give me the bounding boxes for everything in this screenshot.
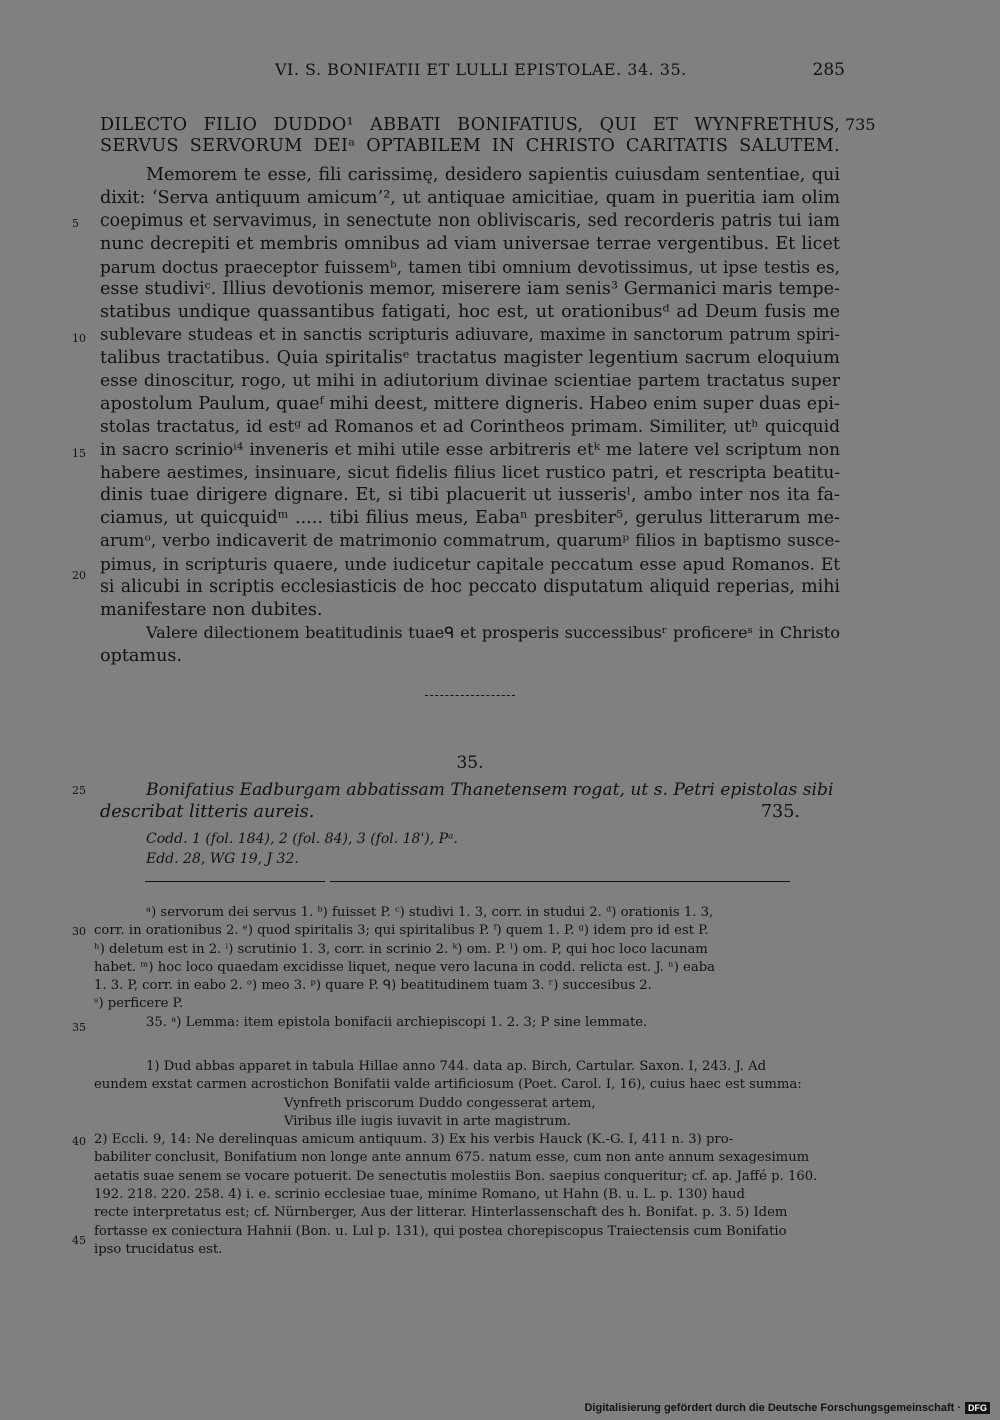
- apparatus-line: ᵃ) servorum dei servus 1. ᵇ) fuisset P. ᶜ) studivi 1. 3, corr. in studui 2. ᵈ) orationis 1. 3,: [146, 905, 714, 920]
- apparatus-line: habet. ᵐ) hoc loco quaedam excidisse liquet, neque vero lacuna in codd. relicta est. J. ⁿ) eaba: [94, 959, 716, 975]
- editions-line: Edd. 28, WG 19, J 32.: [146, 851, 299, 867]
- body-line: dinis tuae dirigere dignare. Et, si tibi placuerit ut iusserisˡ, ambo inter nos ita fa-: [100, 485, 840, 506]
- body-line: Valere dilectionem beatitudinis tuaeᑫ et prosperis successibusʳ proficereˢ in Christo: [146, 622, 840, 642]
- dfg-logo: DFG: [965, 1402, 990, 1414]
- footnote-line: Vynfreth priscorum Duddo congesserat artem,: [284, 1095, 596, 1111]
- body-line: talibus tractatibus. Quia spiritalisᵉ tractatus magister legentium sacrum eloquium: [100, 348, 840, 369]
- letter-body: [100, 164, 840, 668]
- section-separator: [425, 695, 515, 698]
- body-line: dixit: ‘Serva antiquum amicum’², ut antiquae amicitiae, quam in pueritia iam olim: [100, 187, 840, 208]
- body-line: sublevare studeas et in sanctis scripturis adiuvare, maxime in sanctorum patrum spiri-: [100, 325, 840, 345]
- footnote-line: 2) Eccli. 9, 14: Ne derelinquas amicum antiquum. 3) Ex his verbis Hauck (K.-G. I, 411 n. 3) pro-: [94, 1132, 734, 1148]
- body-line: esse dinoscitur, rogo, ut mihi in adiutorium divinae scientiae partem tractatus super: [100, 371, 840, 392]
- footnote-line: aetatis suae senem se vocare potuerit. De senectutis molestiis Bon. saepius conqueritur; cf. ap. Jaffé p. 160.: [94, 1168, 818, 1184]
- letter-number: 35.: [456, 753, 484, 773]
- body-line: pimus, in scripturis quaere, unde iudicetur capitale peccatum esse apud Romanos. Et: [100, 554, 840, 575]
- body-line: habere aestimes, insinuare, sicut fidelis filius licet rustico patri, et rescripta beatitu-: [100, 462, 840, 483]
- footnote-line: ipso trucidatus est.: [94, 1241, 223, 1257]
- critical-apparatus: [94, 904, 839, 1032]
- line-number: 45: [72, 1234, 86, 1247]
- address-line: SERVUS SERVORUM DEIᵃ OPTABILEM IN CHRISTO CARITATIS SALUTEM.: [100, 136, 840, 156]
- body-line: ciamus, ut quicquidᵐ ..... tibi filius meus, Eabaⁿ presbiter⁵, gerulus litterarum me-: [100, 508, 840, 529]
- apparatus-line: corr. in orationibus 2. ᵉ) quod spiritalis 3; qui spiritalibus P. ᶠ) quem 1. P. ᵍ) idem pro id est P.: [94, 923, 709, 939]
- footnote-line: Viribus ille iugis iuvavit in arte magistrum.: [284, 1113, 572, 1129]
- dfg-notice-text: Digitalisierung gefördert durch die Deutsche Forschungsgemeinschaft ·: [584, 1402, 961, 1414]
- dfg-notice: [584, 1402, 990, 1414]
- letter-summary: [100, 779, 840, 823]
- line-number: 25: [72, 784, 86, 797]
- apparatus-line: ˢ) perficere P.: [94, 996, 184, 1012]
- footnote-line: 192. 218. 220. 258. 4) i. e. scrinio ecclesiae tuae, minime Romano, ut Hahn (B. u. L. p. 130) haud: [94, 1187, 745, 1203]
- body-line: si alicubi in scriptis ecclesiasticis de hoc peccato disputatum aliquid reperias, mihi: [100, 577, 840, 598]
- line-number: 15: [72, 447, 86, 460]
- body-line: esse studiviᶜ. Illius devotionis memor, miserere iam senis³ Germanici maris tempe-: [100, 279, 840, 300]
- address-line: DILECTO FILIO DUDDO¹ ABBATI BONIFATIUS, QUI ET WYNFRETHUS,: [100, 115, 840, 135]
- line-number: 10: [72, 332, 86, 345]
- footnote-line: babiliter conclusit, Bonifatium non longe ante annum 675. natum esse, cum non ante annum sexagesimum: [94, 1150, 810, 1166]
- apparatus-line: 1. 3. P, corr. in eabo 2. ᵒ) meo 3. ᵖ) quare P. ᑫ) beatitudinem tuam 3. ʳ) succesibus 2.: [94, 978, 652, 994]
- line-number: 40: [72, 1135, 86, 1148]
- body-line: apostolum Paulum, quaeᶠ mihi deest, mittere digneris. Habeo enim super duas epi-: [100, 393, 840, 414]
- apparatus-line: 35. ᵃ) Lemma: item epistola bonifacii archiepiscopi 1. 2. 3; P sine lemmate.: [146, 1014, 648, 1030]
- footnote-line: eundem exstat carmen acrostichon Bonifatii valde artificiosum (Poet. Carol. I, 16), cuius haec est summa:: [94, 1077, 802, 1093]
- line-number: 30: [72, 925, 86, 938]
- body-line: stolas tractatus, id estᵍ ad Romanos et ad Corintheos primam. Similiter, utʰ quicquid: [100, 416, 840, 437]
- margin-year: 735: [845, 115, 876, 134]
- body-line: manifestare non dubites.: [100, 599, 323, 620]
- body-line: coepimus et servavimus, in senectute non obliviscaris, sed recorderis patris tui iam: [100, 210, 840, 231]
- apparatus-rule: [330, 881, 790, 882]
- footnote-line: 1) Dud abbas apparet in tabula Hillae anno 744. data ap. Birch, Cartular. Saxon. I, 243. J. Ad: [146, 1059, 767, 1074]
- body-line: nunc decrepiti et membris omnibus ad viam universae terrae vergentibus. Et licet: [100, 233, 840, 254]
- footnote-line: fortasse ex coniectura Hahnii (Bon. u. Lul p. 131), qui postea chorepiscopus Traiectensis cum Bonifatio: [94, 1223, 787, 1239]
- line-number: 20: [72, 569, 86, 582]
- body-line: in sacro scrinioⁱ⁴ inveneris et mihi utile esse arbitreris etᵏ me latere vel scriptum non: [100, 439, 840, 460]
- body-line: arumᵒ, verbo indicaverit de matrimonio commatrum, quarumᵖ filios in baptismo susce-: [100, 531, 840, 551]
- line-number: 35: [72, 1021, 86, 1034]
- line-number: 5: [72, 217, 79, 230]
- body-line: Memorem te esse, fili carissimę, desidero sapientis cuiusdam sententiae, qui: [146, 165, 840, 185]
- letter-address: [100, 115, 840, 157]
- apparatus-line: ʰ) deletum est in 2. ⁱ) scrutinio 1. 3, corr. in scrinio 2. ᵏ) om. P. ˡ) om. P, qui hoc loco lacunam: [94, 941, 708, 957]
- body-line: optamus.: [100, 645, 183, 666]
- summary-line: Bonifatius Eadburgam abbatissam Thanetensem rogat, ut s. Petri epistolas sibi: [146, 780, 834, 800]
- body-line: parum doctus praeceptor fuissemᵇ, tamen tibi omnium devotissimus, ut ipse testis es,: [100, 256, 840, 277]
- footnote-line: recte interpretatus est; cf. Nürnberger, Aus der litterar. Hinterlassenschaft des h. Bonifat. p. 3. 5) Idem: [94, 1205, 788, 1221]
- running-header: [100, 60, 845, 84]
- codices-line: Codd. 1 (fol. 184), 2 (fol. 84), 3 (fol. 18'), Pᵃ.: [146, 831, 458, 847]
- page-number: 285: [812, 60, 845, 80]
- footnotes: [94, 1058, 839, 1259]
- body-line: statibus undique quassantibus fatigati, hoc est, ut orationibusᵈ ad Deum fusis me: [100, 302, 840, 323]
- summary-line: describat litteris aureis.: [100, 802, 315, 822]
- running-title: VI. S. BONIFATII ET LULLI EPISTOLAE. 34. 35.: [275, 60, 687, 79]
- summary-year: 735.: [760, 802, 800, 822]
- apparatus-rule: [145, 881, 325, 882]
